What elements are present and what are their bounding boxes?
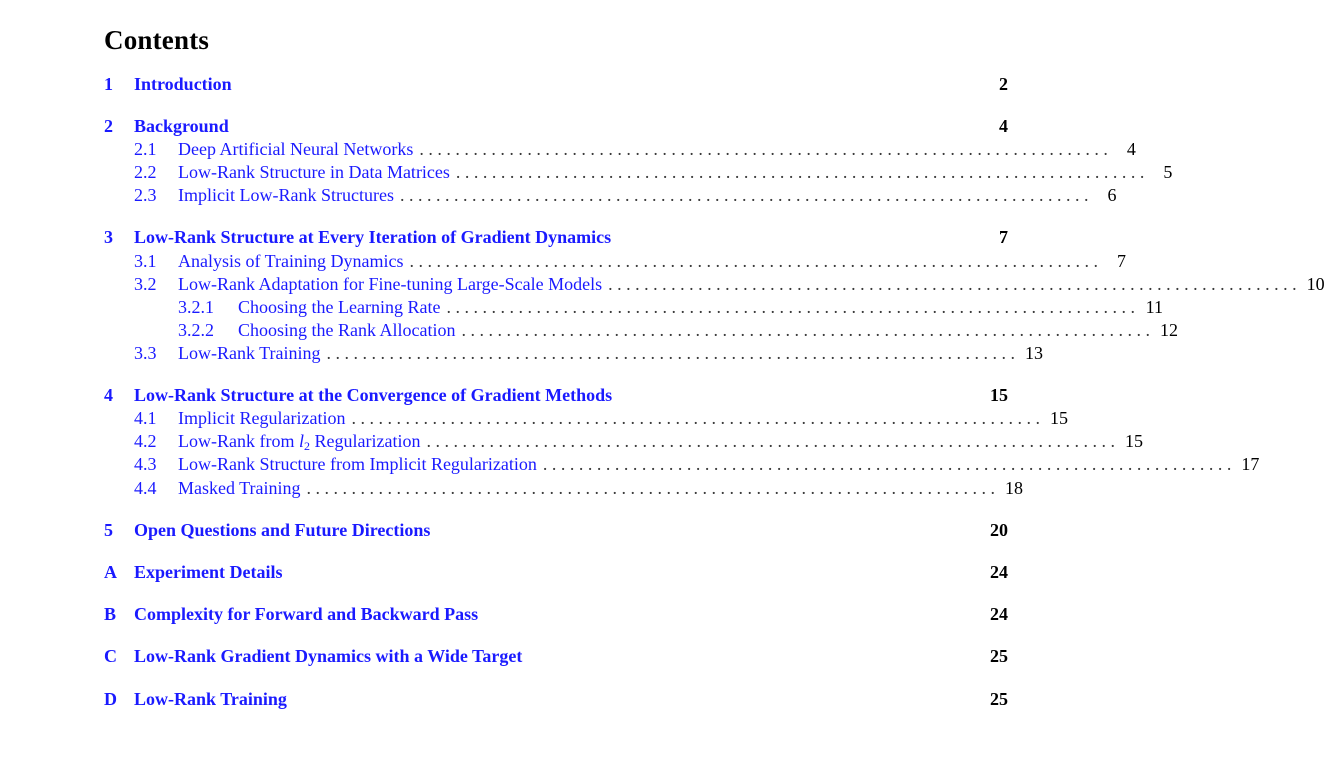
appendix-title: Experiment Details bbox=[134, 562, 283, 582]
subsection-number: 3.2 bbox=[134, 274, 157, 294]
appendix-letter: C bbox=[104, 646, 117, 666]
page-number: 11 bbox=[1145, 297, 1163, 317]
toc-appendix-b[interactable] bbox=[104, 604, 1008, 628]
page-number: 12 bbox=[1160, 320, 1178, 340]
page-number: 15 bbox=[990, 385, 1008, 405]
subsection-number: 2.2 bbox=[134, 162, 157, 182]
section-title: Low-Rank Structure at Every Iteration of Gradient Dynamics bbox=[134, 227, 612, 247]
toc-subsection-2-3[interactable] bbox=[104, 185, 1117, 209]
subsection-number: 2.3 bbox=[134, 185, 157, 205]
dot-leader: . . . . . . . . . . . . . . . . . . . . . . . . . . . . . . . . . . . . . . . . . . . . . . . . . . . . . . . . . . . . . . . . . . . . . . . . . . . . . bbox=[399, 185, 1089, 205]
subsection-title: Implicit Regularization bbox=[178, 408, 346, 428]
math-subscript: 2 bbox=[304, 439, 310, 453]
subsection-number: 3.1 bbox=[134, 251, 157, 271]
contents-heading: Contents bbox=[104, 25, 210, 55]
toc-appendix-d[interactable] bbox=[104, 689, 1008, 713]
dot-leader: . . . . . . . . . . . . . . . . . . . . . . . . . . . . . . . . . . . . . . . . . . . . . . . . . . . . . . . . . . . . . . . . . . . . . . . . . . . . . bbox=[326, 343, 1016, 363]
page-number: 25 bbox=[990, 689, 1008, 709]
section-number: 3 bbox=[104, 227, 113, 247]
toc-subsection-4-2[interactable] bbox=[104, 431, 1143, 455]
subsection-title: Deep Artificial Neural Networks bbox=[178, 139, 414, 159]
toc-subsubsection-3-2-2[interactable] bbox=[104, 320, 1178, 344]
dot-leader: . . . . . . . . . . . . . . . . . . . . . . . . . . . . . . . . . . . . . . . . . . . . . . . . . . . . . . . . . . . . . . . . . . . . . . . . . . . . . bbox=[306, 478, 996, 498]
page-number: 20 bbox=[990, 520, 1008, 540]
page-number: 24 bbox=[990, 562, 1008, 582]
dot-leader: . . . . . . . . . . . . . . . . . . . . . . . . . . . . . . . . . . . . . . . . . . . . . . . . . . . . . . . . . . . . . . . . . . . . . . . . . . . . . bbox=[608, 274, 1297, 294]
subsection-title: Implicit Low-Rank Structures bbox=[178, 185, 394, 205]
subsection-title: Low-Rank Training bbox=[178, 343, 321, 363]
subsection-title: Low-Rank Structure from Implicit Regularization bbox=[178, 454, 537, 474]
subsection-number: 4.3 bbox=[134, 454, 157, 474]
subsubsection-number: 3.2.1 bbox=[178, 297, 214, 317]
toc-section-3[interactable] bbox=[104, 227, 1008, 251]
page-number: 10 bbox=[1306, 274, 1325, 294]
page-number: 7 bbox=[999, 227, 1008, 247]
toc-appendix-c[interactable] bbox=[104, 646, 1008, 670]
page-number: 17 bbox=[1241, 454, 1260, 474]
dot-leader: . . . . . . . . . . . . . . . . . . . . . . . . . . . . . . . . . . . . . . . . . . . . . . . . . . . . . . . . . . . . . . . . . . . . . . . . . . . . . bbox=[351, 408, 1040, 428]
page-number: 7 bbox=[1117, 251, 1127, 271]
dot-leader: . . . . . . . . . . . . . . . . . . . . . . . . . . . . . . . . . . . . . . . . . . . . . . . . . . . . . . . . . . . . . . . . . . . . . . . . . . . . . bbox=[461, 320, 1150, 340]
subsection-number: 2.1 bbox=[134, 139, 157, 159]
subsection-title: Low-Rank Structure in Data Matrices bbox=[178, 162, 450, 182]
toc-section-2-background[interactable] bbox=[104, 116, 1008, 140]
section-title: Low-Rank Structure at the Convergence of Gradient Methods bbox=[134, 385, 613, 405]
subsection-title: Low-Rank Adaptation for Fine-tuning Large-Scale Models bbox=[178, 274, 603, 294]
section-title: Introduction bbox=[134, 74, 232, 94]
toc-subsection-3-1[interactable] bbox=[104, 251, 1127, 275]
section-number: 2 bbox=[104, 116, 113, 136]
appendix-letter: A bbox=[104, 562, 117, 582]
subsection-number: 4.2 bbox=[134, 431, 157, 451]
math-variable: l bbox=[298, 431, 304, 451]
subsection-number: 3.3 bbox=[134, 343, 157, 363]
dot-leader: . . . . . . . . . . . . . . . . . . . . . . . . . . . . . . . . . . . . . . . . . . . . . . . . . . . . . . . . . . . . . . . . . . . . . . . . . . . . . bbox=[419, 139, 1108, 159]
section-title: Open Questions and Future Directions bbox=[134, 520, 431, 540]
toc-subsection-2-2[interactable] bbox=[104, 162, 1173, 186]
section-title: Background bbox=[134, 116, 229, 136]
page-number: 4 bbox=[999, 116, 1008, 136]
subsection-number: 4.4 bbox=[134, 478, 157, 498]
dot-leader: . . . . . . . . . . . . . . . . . . . . . . . . . . . . . . . . . . . . . . . . . . . . . . . . . . . . . . . . . . . . . . . . . . . . . . . . . . . . . bbox=[446, 297, 1135, 317]
appendix-title: Low-Rank Training bbox=[134, 689, 287, 709]
toc-subsection-2-1[interactable] bbox=[104, 139, 1136, 163]
page-number: 25 bbox=[990, 646, 1008, 666]
subsection-number: 4.1 bbox=[134, 408, 157, 428]
page-number: 5 bbox=[1163, 162, 1173, 182]
subsubsection-number: 3.2.2 bbox=[178, 320, 214, 340]
appendix-letter: B bbox=[104, 604, 117, 624]
toc-subsubsection-3-2-1[interactable] bbox=[104, 297, 1163, 321]
section-number: 4 bbox=[104, 385, 113, 405]
subsubsection-title: Choosing the Learning Rate bbox=[238, 297, 441, 317]
title-suffix: Regularization bbox=[310, 431, 421, 451]
subsection-title bbox=[178, 431, 420, 454]
appendix-title: Complexity for Forward and Backward Pass bbox=[134, 604, 479, 624]
toc-subsection-4-3[interactable] bbox=[104, 454, 1260, 478]
dot-leader: . . . . . . . . . . . . . . . . . . . . . . . . . . . . . . . . . . . . . . . . . . . . . . . . . . . . . . . . . . . . . . . . . . . . . . . . . . . . . bbox=[409, 251, 1099, 271]
title-prefix: Low-Rank from bbox=[178, 431, 299, 451]
toc-section-5[interactable] bbox=[104, 520, 1008, 544]
toc-subsection-4-1[interactable] bbox=[104, 408, 1068, 432]
page-number: 24 bbox=[990, 604, 1008, 624]
page-number: 4 bbox=[1126, 139, 1136, 159]
toc-appendix-a[interactable] bbox=[104, 562, 1008, 586]
toc-section-4[interactable] bbox=[104, 385, 1008, 409]
page-number: 18 bbox=[1005, 478, 1024, 498]
page-number: 15 bbox=[1124, 431, 1143, 451]
dot-leader: . . . . . . . . . . . . . . . . . . . . . . . . . . . . . . . . . . . . . . . . . . . . . . . . . . . . . . . . . . . . . . . . . . . . . . . . . . . . . bbox=[426, 431, 1115, 451]
toc-section-1-introduction[interactable] bbox=[104, 74, 1008, 98]
subsubsection-title: Choosing the Rank Allocation bbox=[238, 320, 456, 340]
appendix-letter: D bbox=[104, 689, 117, 709]
appendix-title: Low-Rank Gradient Dynamics with a Wide Target bbox=[134, 646, 523, 666]
page-number: 6 bbox=[1107, 185, 1117, 205]
dot-leader: . . . . . . . . . . . . . . . . . . . . . . . . . . . . . . . . . . . . . . . . . . . . . . . . . . . . . . . . . . . . . . . . . . . . . . . . . . . . . bbox=[455, 162, 1145, 182]
toc-subsection-4-4[interactable] bbox=[104, 478, 1024, 502]
subsection-title: Analysis of Training Dynamics bbox=[178, 251, 404, 271]
page-number: 13 bbox=[1025, 343, 1044, 363]
toc-subsection-3-3[interactable] bbox=[104, 343, 1044, 367]
page-number: 15 bbox=[1049, 408, 1068, 428]
toc-subsection-3-2[interactable] bbox=[104, 274, 1325, 298]
section-number: 5 bbox=[104, 520, 113, 540]
page-number: 2 bbox=[999, 74, 1008, 94]
dot-leader: . . . . . . . . . . . . . . . . . . . . . . . . . . . . . . . . . . . . . . . . . . . . . . . . . . . . . . . . . . . . . . . . . . . . . . . . . . . . . bbox=[542, 454, 1232, 474]
section-number: 1 bbox=[104, 74, 113, 94]
subsection-title: Masked Training bbox=[178, 478, 301, 498]
